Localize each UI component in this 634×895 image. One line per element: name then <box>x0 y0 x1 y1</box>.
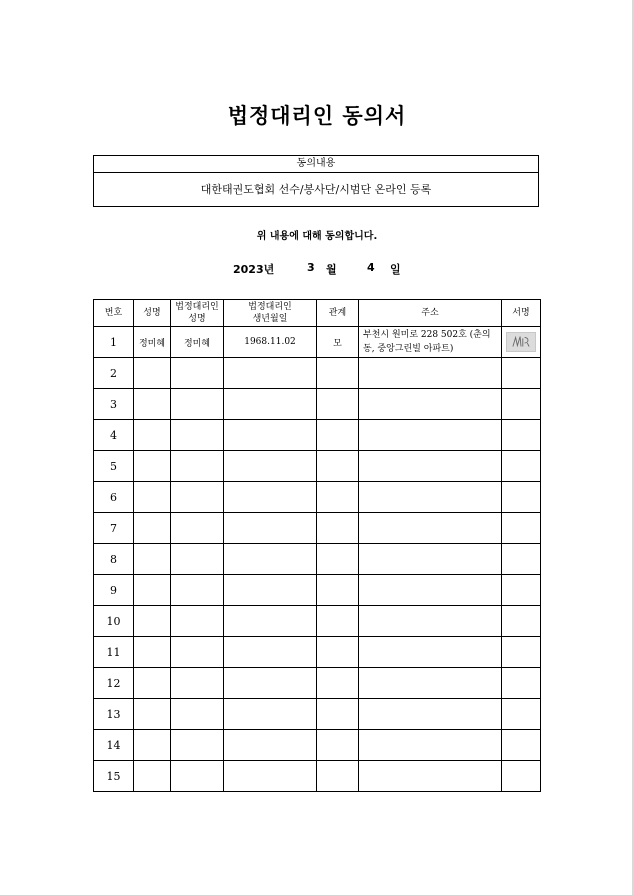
row-guardian-birth <box>224 575 317 606</box>
row-address <box>359 575 502 606</box>
header-address: 주소 <box>359 300 502 327</box>
row-address <box>359 420 502 451</box>
row-address <box>359 761 502 792</box>
row-name <box>134 761 171 792</box>
row-signature <box>502 513 541 544</box>
table-header-row <box>94 300 541 327</box>
signature-image <box>506 332 536 352</box>
row-number: 2 <box>94 358 134 389</box>
date-day: 4 <box>367 261 375 274</box>
row-guardian-name: 정미혜 <box>171 327 224 358</box>
row-name <box>134 420 171 451</box>
row-guardian-birth <box>224 513 317 544</box>
row-address <box>359 637 502 668</box>
row-relation <box>317 451 359 482</box>
row-guardian-birth <box>224 451 317 482</box>
row-guardian-birth <box>224 730 317 761</box>
row-name <box>134 699 171 730</box>
row-guardian-name <box>171 544 224 575</box>
row-guardian-birth <box>224 699 317 730</box>
row-number: 3 <box>94 389 134 420</box>
row-guardian-name <box>171 699 224 730</box>
row-guardian-birth <box>224 358 317 389</box>
row-guardian-birth <box>224 389 317 420</box>
row-address <box>359 730 502 761</box>
row-relation <box>317 668 359 699</box>
row-address <box>359 513 502 544</box>
row-relation <box>317 761 359 792</box>
date-month-unit: 월 <box>326 263 337 276</box>
row-guardian-name <box>171 482 224 513</box>
header-guardian-birth-line1: 법정대리인 <box>248 302 292 312</box>
row-signature <box>502 575 541 606</box>
row-number: 5 <box>94 451 134 482</box>
row-relation <box>317 637 359 668</box>
row-relation <box>317 482 359 513</box>
header-relation: 관계 <box>317 300 359 327</box>
row-name <box>134 389 171 420</box>
row-relation <box>317 544 359 575</box>
header-guardian-name-line1: 법정대리인 <box>175 302 219 312</box>
table-row <box>94 606 541 637</box>
row-number: 12 <box>94 668 134 699</box>
row-signature <box>502 699 541 730</box>
header-guardian-birth-line2: 생년월일 <box>252 314 288 324</box>
table-row <box>94 513 541 544</box>
row-guardian-birth <box>224 544 317 575</box>
row-name <box>134 668 171 699</box>
row-number: 11 <box>94 637 134 668</box>
row-guardian-name <box>171 637 224 668</box>
row-guardian-name <box>171 451 224 482</box>
table-row <box>94 389 541 420</box>
row-relation <box>317 606 359 637</box>
row-name <box>134 451 171 482</box>
row-number: 6 <box>94 482 134 513</box>
row-address <box>359 668 502 699</box>
row-name <box>134 637 171 668</box>
row-signature <box>502 389 541 420</box>
row-signature <box>502 420 541 451</box>
consent-box <box>93 155 539 207</box>
table-row <box>94 482 541 513</box>
date-month: 3 <box>307 261 315 274</box>
row-relation <box>317 699 359 730</box>
table-row <box>94 420 541 451</box>
row-signature <box>502 451 541 482</box>
row-signature <box>502 327 541 358</box>
row-guardian-name <box>171 606 224 637</box>
row-relation <box>317 730 359 761</box>
table-row <box>94 544 541 575</box>
row-relation <box>317 389 359 420</box>
row-relation <box>317 575 359 606</box>
row-guardian-name <box>171 420 224 451</box>
row-number: 1 <box>94 327 134 358</box>
row-number: 15 <box>94 761 134 792</box>
row-address: 부천시 원미로 228 502호 (춘의동, 중앙그린빌 아파트) <box>359 327 502 358</box>
row-address <box>359 482 502 513</box>
row-number: 7 <box>94 513 134 544</box>
row-signature <box>502 668 541 699</box>
table-row <box>94 451 541 482</box>
row-name <box>134 482 171 513</box>
row-relation: 모 <box>317 327 359 358</box>
header-guardian-name-line2: 성명 <box>188 314 206 324</box>
table-row <box>94 761 541 792</box>
consent-header: 동의내용 <box>94 156 538 173</box>
row-address <box>359 699 502 730</box>
row-name <box>134 606 171 637</box>
row-relation <box>317 420 359 451</box>
row-guardian-name <box>171 761 224 792</box>
row-guardian-name <box>171 668 224 699</box>
row-number: 4 <box>94 420 134 451</box>
row-guardian-name <box>171 513 224 544</box>
row-signature <box>502 544 541 575</box>
header-no: 번호 <box>94 300 134 327</box>
row-guardian-birth: 1968.11.02 <box>224 327 317 358</box>
row-guardian-birth <box>224 668 317 699</box>
row-name <box>134 358 171 389</box>
row-name <box>134 513 171 544</box>
table-row <box>94 327 541 358</box>
row-guardian-name <box>171 730 224 761</box>
table-row <box>94 699 541 730</box>
row-guardian-name <box>171 389 224 420</box>
row-address <box>359 451 502 482</box>
row-signature <box>502 730 541 761</box>
header-guardian-name <box>171 300 224 327</box>
row-number: 10 <box>94 606 134 637</box>
row-number: 14 <box>94 730 134 761</box>
row-address <box>359 606 502 637</box>
row-guardian-birth <box>224 637 317 668</box>
row-name <box>134 544 171 575</box>
table-row <box>94 668 541 699</box>
row-number: 13 <box>94 699 134 730</box>
page-title: 법정대리인 동의서 <box>227 104 407 128</box>
row-signature <box>502 482 541 513</box>
agree-statement: 위 내용에 대해 동의합니다. <box>256 231 378 242</box>
row-signature <box>502 358 541 389</box>
row-guardian-name <box>171 575 224 606</box>
row-signature <box>502 637 541 668</box>
table-row <box>94 730 541 761</box>
row-name <box>134 575 171 606</box>
table-row <box>94 358 541 389</box>
row-relation <box>317 513 359 544</box>
date-year: 2023년 <box>233 263 275 276</box>
header-guardian-birth <box>224 300 317 327</box>
consent-body: 대한태권도협회 선수/봉사단/시범단 온라인 등록 <box>200 183 432 196</box>
row-guardian-birth <box>224 761 317 792</box>
row-guardian-name <box>171 358 224 389</box>
row-address <box>359 358 502 389</box>
row-address <box>359 389 502 420</box>
row-name <box>134 730 171 761</box>
row-address <box>359 544 502 575</box>
row-signature <box>502 761 541 792</box>
date-day-unit: 일 <box>390 263 401 276</box>
guardian-table <box>93 299 541 792</box>
row-guardian-birth <box>224 606 317 637</box>
row-name: 정미혜 <box>134 327 171 358</box>
row-number: 9 <box>94 575 134 606</box>
table-row <box>94 575 541 606</box>
table-row <box>94 637 541 668</box>
header-signature: 서명 <box>502 300 541 327</box>
row-relation <box>317 358 359 389</box>
row-guardian-birth <box>224 482 317 513</box>
header-name: 성명 <box>134 300 171 327</box>
row-number: 8 <box>94 544 134 575</box>
row-guardian-birth <box>224 420 317 451</box>
row-signature <box>502 606 541 637</box>
